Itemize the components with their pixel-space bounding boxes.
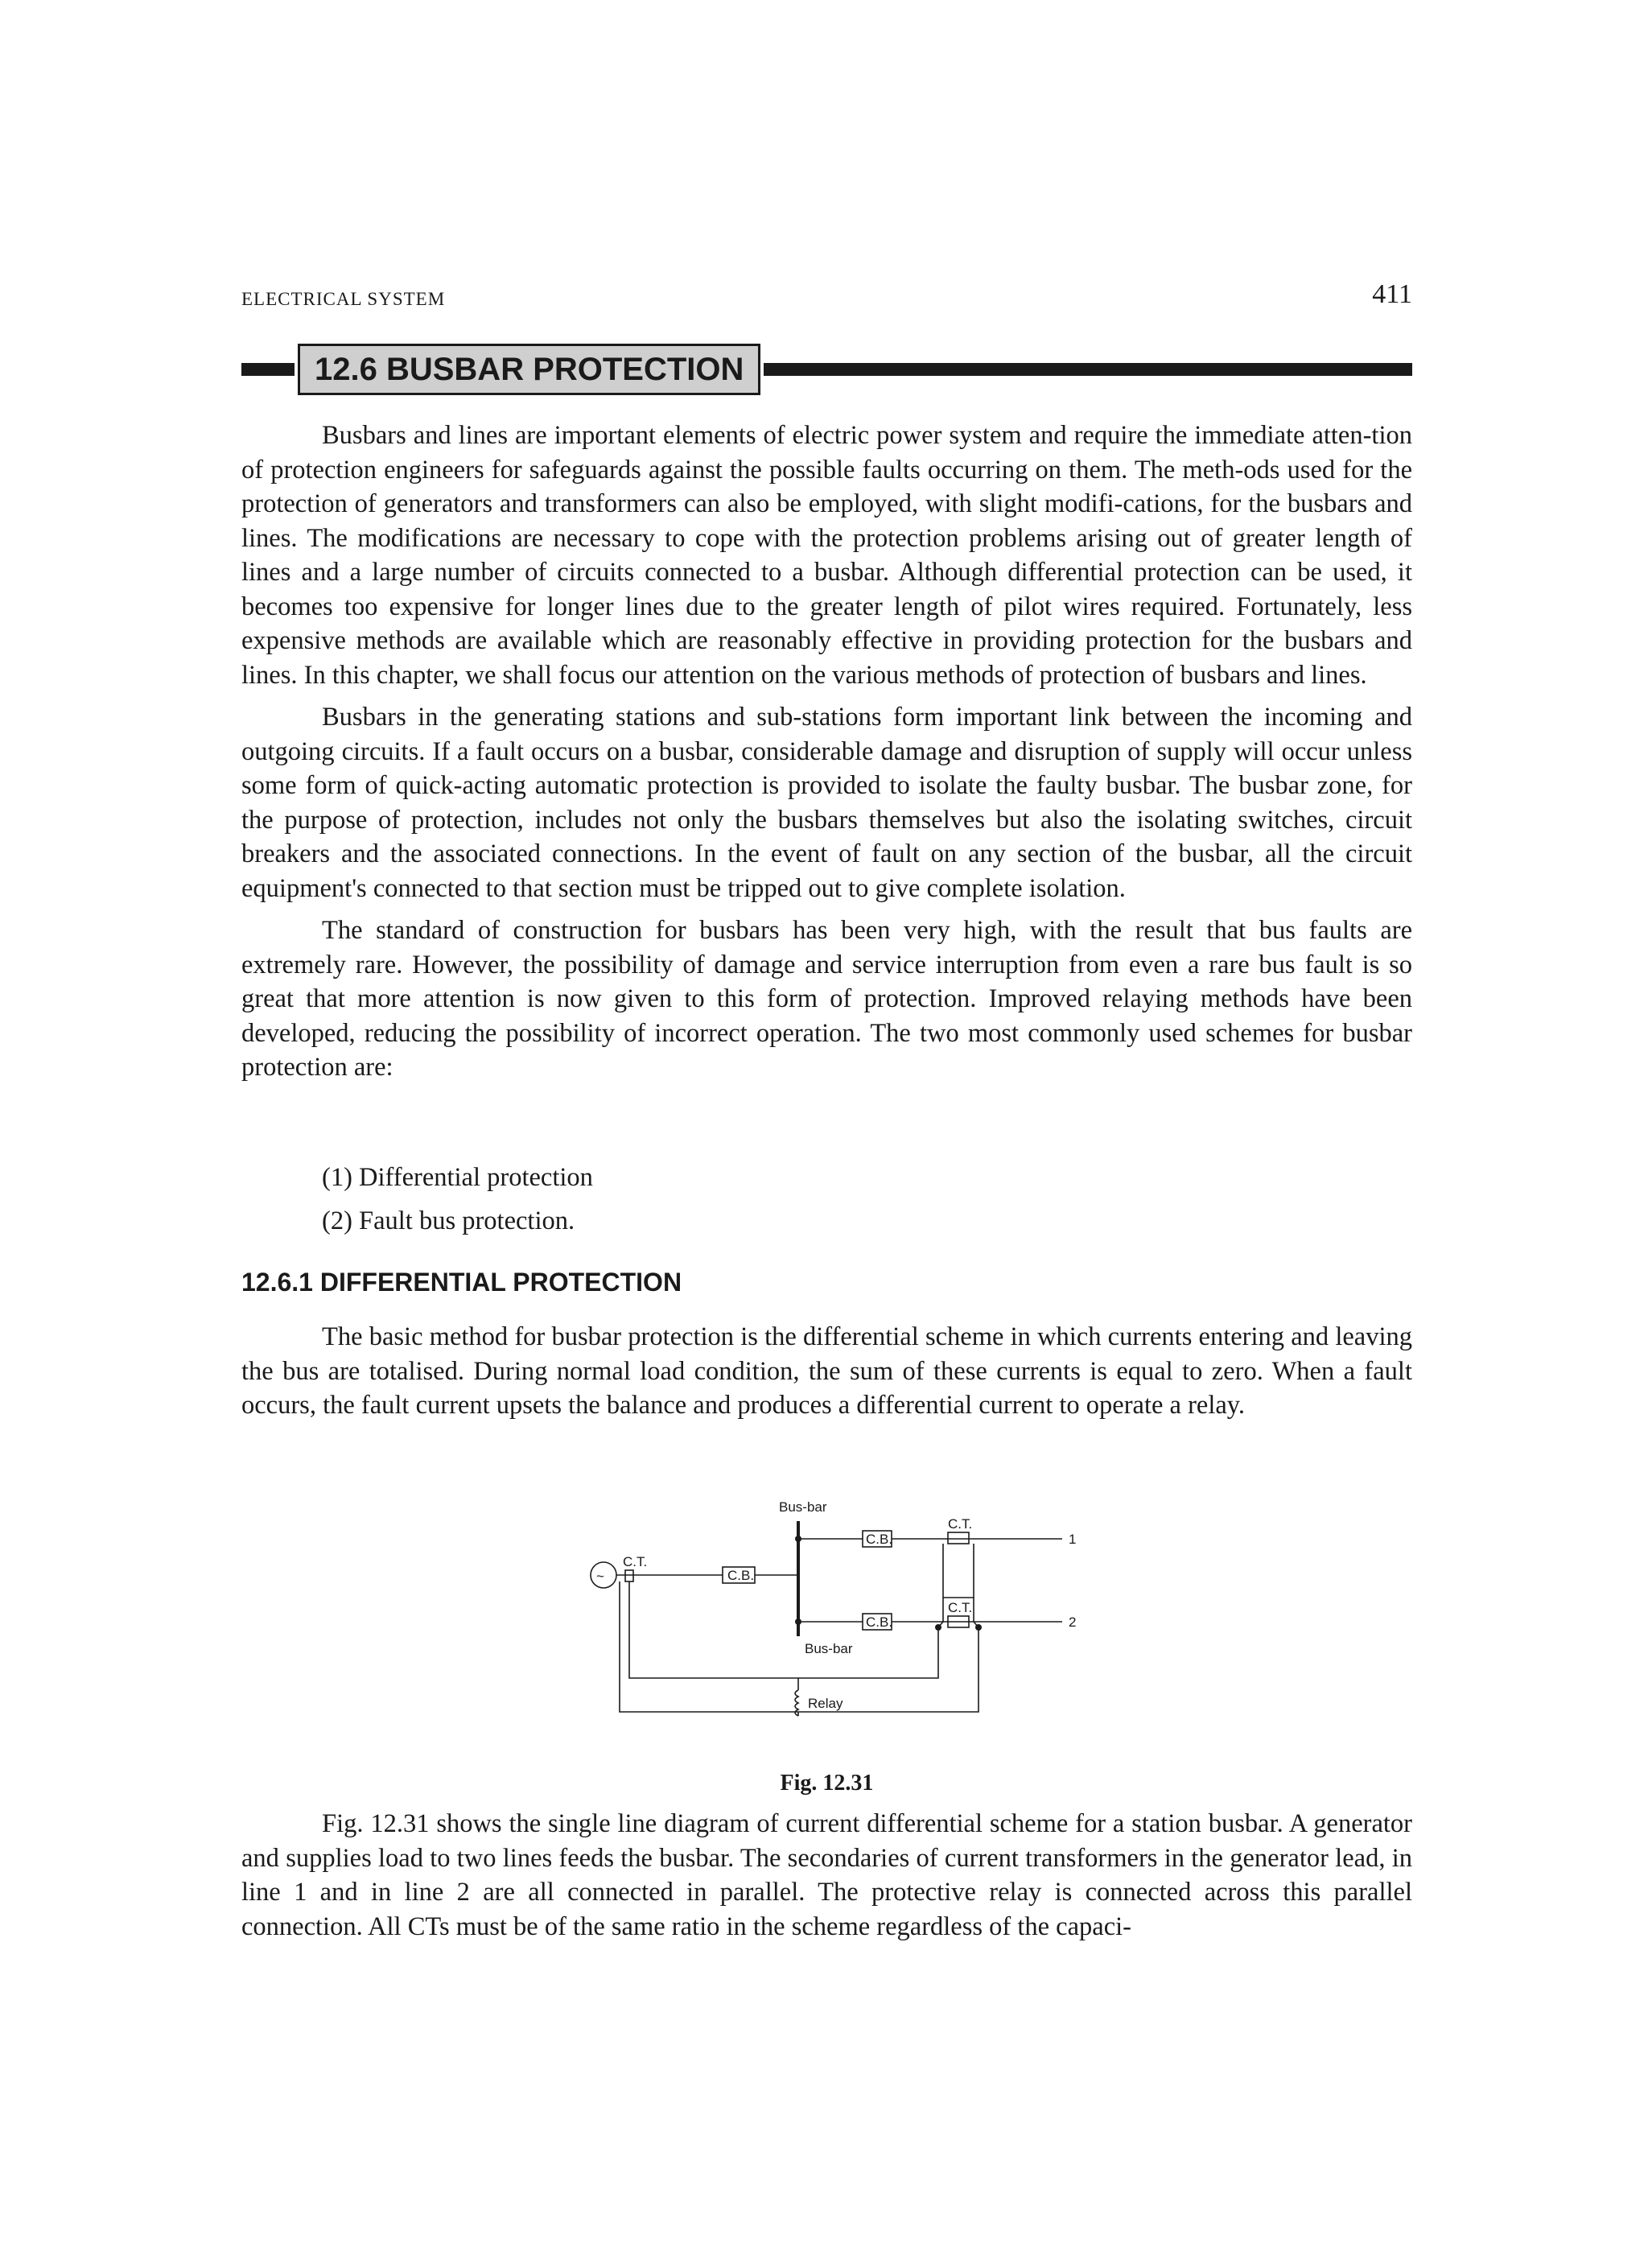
ct-label: C.T. bbox=[623, 1554, 648, 1569]
cb-label: C.B. bbox=[866, 1532, 893, 1547]
section-title: 12.6 BUSBAR PROTECTION bbox=[298, 344, 760, 395]
subsection-title: 12.6.1 DIFFERENTIAL PROTECTION bbox=[241, 1268, 682, 1297]
scheme-list bbox=[322, 1161, 593, 1247]
line-2-label: 2 bbox=[1069, 1614, 1077, 1630]
running-title: ELECTRICAL SYSTEM bbox=[241, 289, 446, 309]
section-heading-bar bbox=[241, 340, 1412, 397]
generator-label: ~ bbox=[596, 1569, 604, 1584]
junction-dot bbox=[975, 1624, 982, 1631]
section-body bbox=[241, 419, 1412, 1093]
list-item: (1) Differential protection bbox=[322, 1163, 593, 1192]
busbar-label-top: Bus-bar bbox=[779, 1499, 827, 1515]
ct-symbol bbox=[625, 1570, 633, 1581]
circuit-svg bbox=[241, 1489, 1412, 1755]
list-item: (2) Fault bus protection. bbox=[322, 1206, 575, 1235]
paragraph: The standard of construction for busbars has been very high, with the result that bus faults are extremely rare. However, the possibility of damage and service interruption from even a rare bus fault is so great that more attention is now given to this form of protection. Improved relaying methods have been developed, reducing the possibility of incorrect operation. The two most commonly used schemes for busbar protection are: bbox=[241, 916, 1412, 1082]
ct-label: C.T. bbox=[948, 1600, 973, 1615]
book-page bbox=[241, 0, 1412, 2268]
closing-body bbox=[241, 1807, 1412, 1952]
cb-label: C.B. bbox=[727, 1568, 755, 1583]
running-head bbox=[241, 270, 1412, 310]
ct-label: C.T. bbox=[948, 1516, 973, 1532]
paragraph: Busbars in the generating stations and sub-stations form important link between the incoming and outgoing circuits. If a fault occurs on a busbar, considerable damage and disruption of supply will occur unless some form of quick-acting automatic protection is provided to isolate the faulty busbar. The busbar zone, for the purpose of protection, includes not only the busbars themselves but also the isolating switches, circuit breakers and the associated connections. In the event of fault on any section of the busbar, all the circuit equipment's connected to that section must be tripped out to give complete isolation. bbox=[241, 703, 1412, 903]
paragraph: Busbars and lines are important elements of electric power system and require the immediate atten-tion of protection engineers for safeguards against the possible faults occurring on them. The meth-ods used for the protection of generators and transformers can also be employed, with slight modifi-cations, for the busbars and lines. The modifications are necessary to cope with the protection problems arising out of greater length of lines and a large number of circuits connected to a busbar. Although differential protection can be used, it becomes too expensive for longer lines due to the greater length of pilot wires required. Fortunately, less expensive methods are available which are reasonably effective in providing protection for the busbars and lines. In this chapter, we shall focus our attention on the various methods of protection of busbars and lines. bbox=[241, 421, 1412, 690]
paragraph: Fig. 12.31 shows the single line diagram of current differential scheme for a station busbar. A generator and supplies load to two lines feeds the busbar. The secondaries of current transformers in the generator lead, in line 1 and in line 2 are all connected in parallel. The protective relay is connected across this parallel connection. All CTs must be of the same ratio in the scheme regardless of the capaci- bbox=[241, 1809, 1412, 1941]
page-number: 411 bbox=[1372, 279, 1412, 309]
paragraph: The basic method for busbar protection is the differential scheme in which currents entering and leaving the bus are totalised. During normal load condition, the sum of these currents is equal to zero. When a fault occurs, the fault current upsets the balance and produces a differential current to operate a relay. bbox=[241, 1322, 1412, 1420]
figure-caption: Fig. 12.31 bbox=[780, 1771, 874, 1796]
relay-label: Relay bbox=[808, 1696, 843, 1711]
cb-label: C.B. bbox=[866, 1614, 893, 1630]
line-1-label: 1 bbox=[1069, 1532, 1077, 1547]
ct-symbol bbox=[948, 1532, 969, 1544]
junction-dot bbox=[795, 1536, 801, 1542]
busbar-label-bottom: Bus-bar bbox=[805, 1641, 853, 1656]
junction-dot bbox=[935, 1624, 941, 1631]
circuit-diagram bbox=[241, 1489, 1412, 1755]
junction-dot bbox=[795, 1619, 801, 1625]
subsection-body bbox=[241, 1320, 1412, 1431]
